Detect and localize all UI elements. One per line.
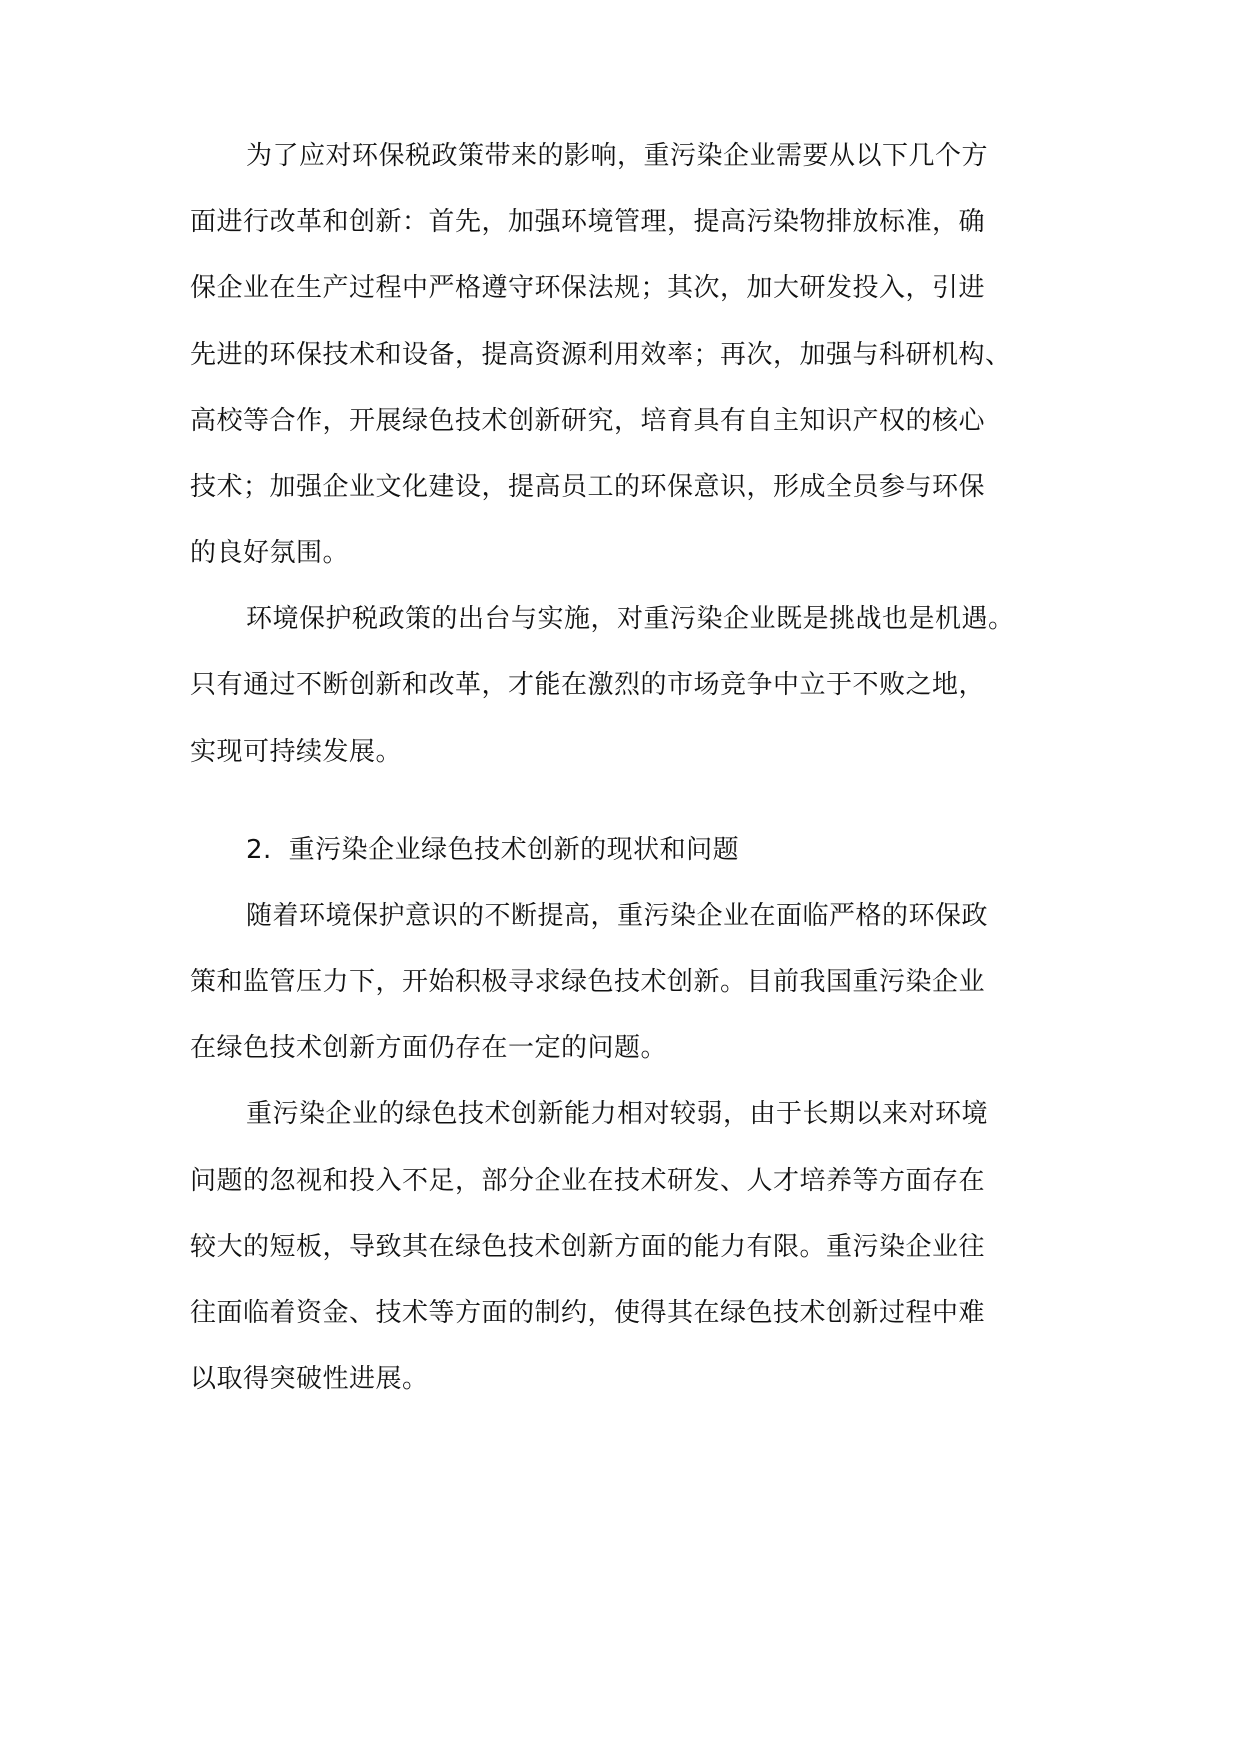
paragraph-line: 为了应对环保税政策带来的影响，重污染企业需要从以下几个方	[246, 141, 989, 171]
paragraph-line: 在绿色技术创新方面仍存在一定的问题。	[190, 1033, 668, 1063]
paragraph-line: 技术；加强企业文化建设，提高员工的环保意识，形成全员参与环保	[190, 472, 986, 502]
paragraph-line: 面进行改革和创新：首先，加强环境管理，提高污染物排放标准，确	[190, 207, 986, 237]
paragraph-line: 往面临着资金、技术等方面的制约，使得其在绿色技术创新过程中难	[190, 1298, 986, 1328]
paragraph-line: 较大的短板，导致其在绿色技术创新方面的能力有限。重污染企业往	[190, 1232, 986, 1262]
paragraph-line: 重污染企业的绿色技术创新能力相对较弱，由于长期以来对环境	[246, 1099, 989, 1129]
section-heading	[246, 833, 739, 867]
paragraph-line: 以取得突破性进展。	[190, 1364, 429, 1394]
paragraph-line: 只有通过不断创新和改革，才能在激烈的市场竞争中立于不败之地，	[190, 670, 986, 700]
paragraph-line: 随着环境保护意识的不断提高，重污染企业在面临严格的环保政	[246, 901, 989, 931]
paragraph-line: 问题的忽视和投入不足，部分企业在技术研发、人才培养等方面存在	[190, 1166, 986, 1196]
paragraph-line: 高校等合作，开展绿色技术创新研究，培育具有自主知识产权的核心	[190, 406, 986, 436]
section-number: 2.	[246, 835, 272, 865]
paragraph-line: 策和监管压力下，开始积极寻求绿色技术创新。目前我国重污染企业	[190, 967, 986, 997]
section-title: 重污染企业绿色技术创新的现状和问题	[288, 835, 740, 865]
paragraph-line: 先进的环保技术和设备，提高资源利用效率；再次，加强与科研机构、	[190, 340, 1012, 370]
paragraph-line: 实现可持续发展。	[190, 737, 403, 767]
paragraph-line: 环境保护税政策的出台与实施，对重污染企业既是挑战也是机遇。	[246, 604, 1015, 634]
paragraph-line: 保企业在生产过程中严格遵守环保法规；其次，加大研发投入，引进	[190, 273, 986, 303]
paragraph-line: 的良好氛围。	[190, 538, 350, 568]
